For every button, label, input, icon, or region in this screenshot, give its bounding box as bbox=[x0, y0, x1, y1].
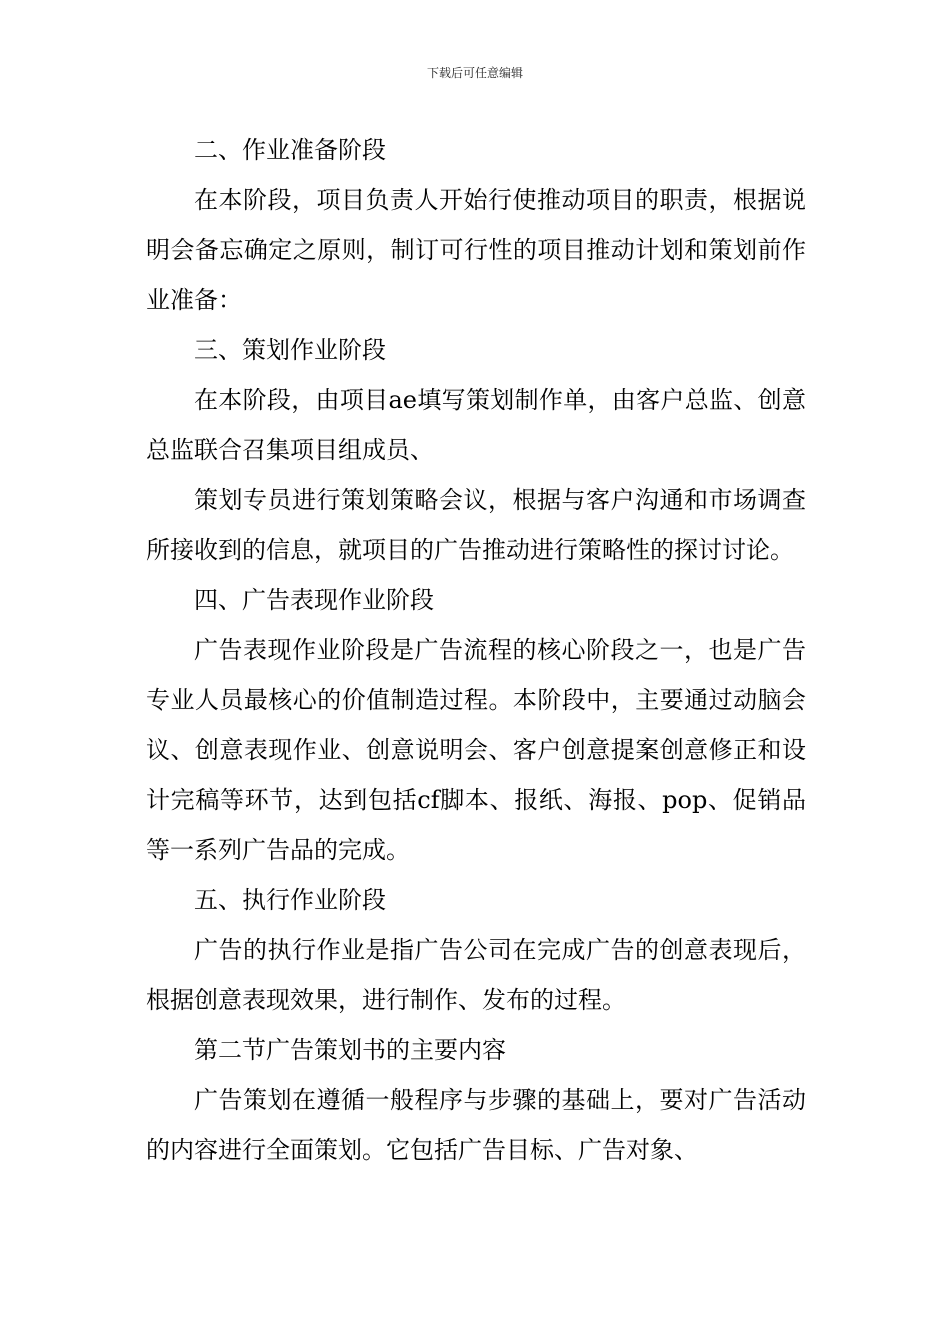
section-heading: 三、策划作业阶段 bbox=[194, 336, 386, 364]
section-heading: 二、作业准备阶段 bbox=[194, 136, 386, 164]
body-paragraph: 在本阶段，项目负责人开始行使推动项目的职责，根据说明会备忘确定之原则，制订可行性的项目推动计划和策划前作业准备： bbox=[146, 186, 806, 314]
section-heading: 第二节广告策划书的主要内容 bbox=[194, 1036, 506, 1064]
document-body bbox=[146, 125, 806, 1175]
section-heading: 五、执行作业阶段 bbox=[194, 886, 386, 914]
section-heading: 四、广告表现作业阶段 bbox=[194, 586, 434, 614]
body-paragraph: 广告策划在遵循一般程序与步骤的基础上，要对广告活动的内容进行全面策划。它包括广告目标、广告对象、 bbox=[146, 1086, 806, 1164]
body-paragraph: 广告表现作业阶段是广告流程的核心阶段之一，也是广告专业人员最核心的价值制造过程。本阶段中，主要通过动脑会议、创意表现作业、创意说明会、客户创意提案创意修正和设计完稿等环节，达到包括cf脚本、报纸、海报、pop、促销品等一系列广告品的完成。 bbox=[146, 636, 806, 864]
body-paragraph: 策划专员进行策划策略会议，根据与客户沟通和市场调查所接收到的信息，就项目的广告推动进行策略性的探讨讨论。 bbox=[146, 486, 806, 564]
page-header: 下载后可任意编辑 bbox=[426, 66, 523, 80]
body-paragraph: 广告的执行作业是指广告公司在完成广告的创意表现后，根据创意表现效果，进行制作、发布的过程。 bbox=[146, 936, 806, 1014]
body-paragraph: 在本阶段，由项目ae填写策划制作单，由客户总监、创意总监联合召集项目组成员、 bbox=[146, 386, 806, 464]
